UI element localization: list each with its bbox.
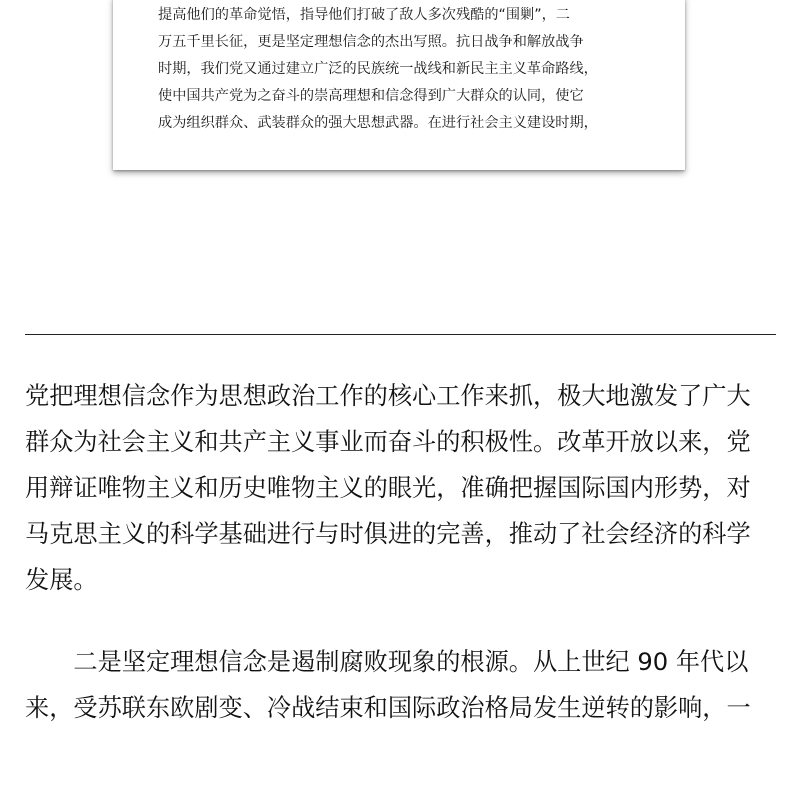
text-line: 用辩证唯物主义和历史唯物主义的眼光，准确把握国际国内形势，对 <box>25 474 751 502</box>
text-line: 二是坚定理想信念是遏制腐败现象的根源。从上世纪 90 年代以 <box>25 648 749 676</box>
preview-line: 提高他们的革命觉悟，指导他们打破了敌人多次残酷的“围剿”，二 <box>158 7 570 23</box>
document-preview-card <box>113 0 685 170</box>
preview-line: 成为组织群众、武装群众的强大思想武器。在进行社会主义建设时期， <box>158 115 598 131</box>
text-line: 发展。 <box>25 566 98 594</box>
text-line: 马克思主义的科学基础进行与时俱进的完善，推动了社会经济的科学 <box>25 520 751 548</box>
text-line: 党把理想信念作为思想政治工作的核心工作来抓，极大地激发了广大 <box>25 382 751 410</box>
text-line: 群众为社会主义和共产主义事业而奋斗的积极性。改革开放以来，党 <box>25 428 751 456</box>
main-text <box>25 373 785 731</box>
preview-line: 时期，我们党又通过建立广泛的民族统一战线和新民主主义革命路线， <box>158 61 598 77</box>
preview-line: 使中国共产党为之奋斗的崇高理想和信念得到广大群众的认同，使它 <box>158 88 584 104</box>
text-line: 来，受苏联东欧剧变、冷战结束和国际政治格局发生逆转的影响，一 <box>25 694 751 722</box>
preview-text <box>158 2 658 137</box>
paragraph-gap <box>25 603 785 639</box>
preview-line: 万五千里长征，更是坚定理想信念的杰出写照。抗日战争和解放战争 <box>158 34 584 50</box>
horizontal-divider <box>25 334 776 335</box>
